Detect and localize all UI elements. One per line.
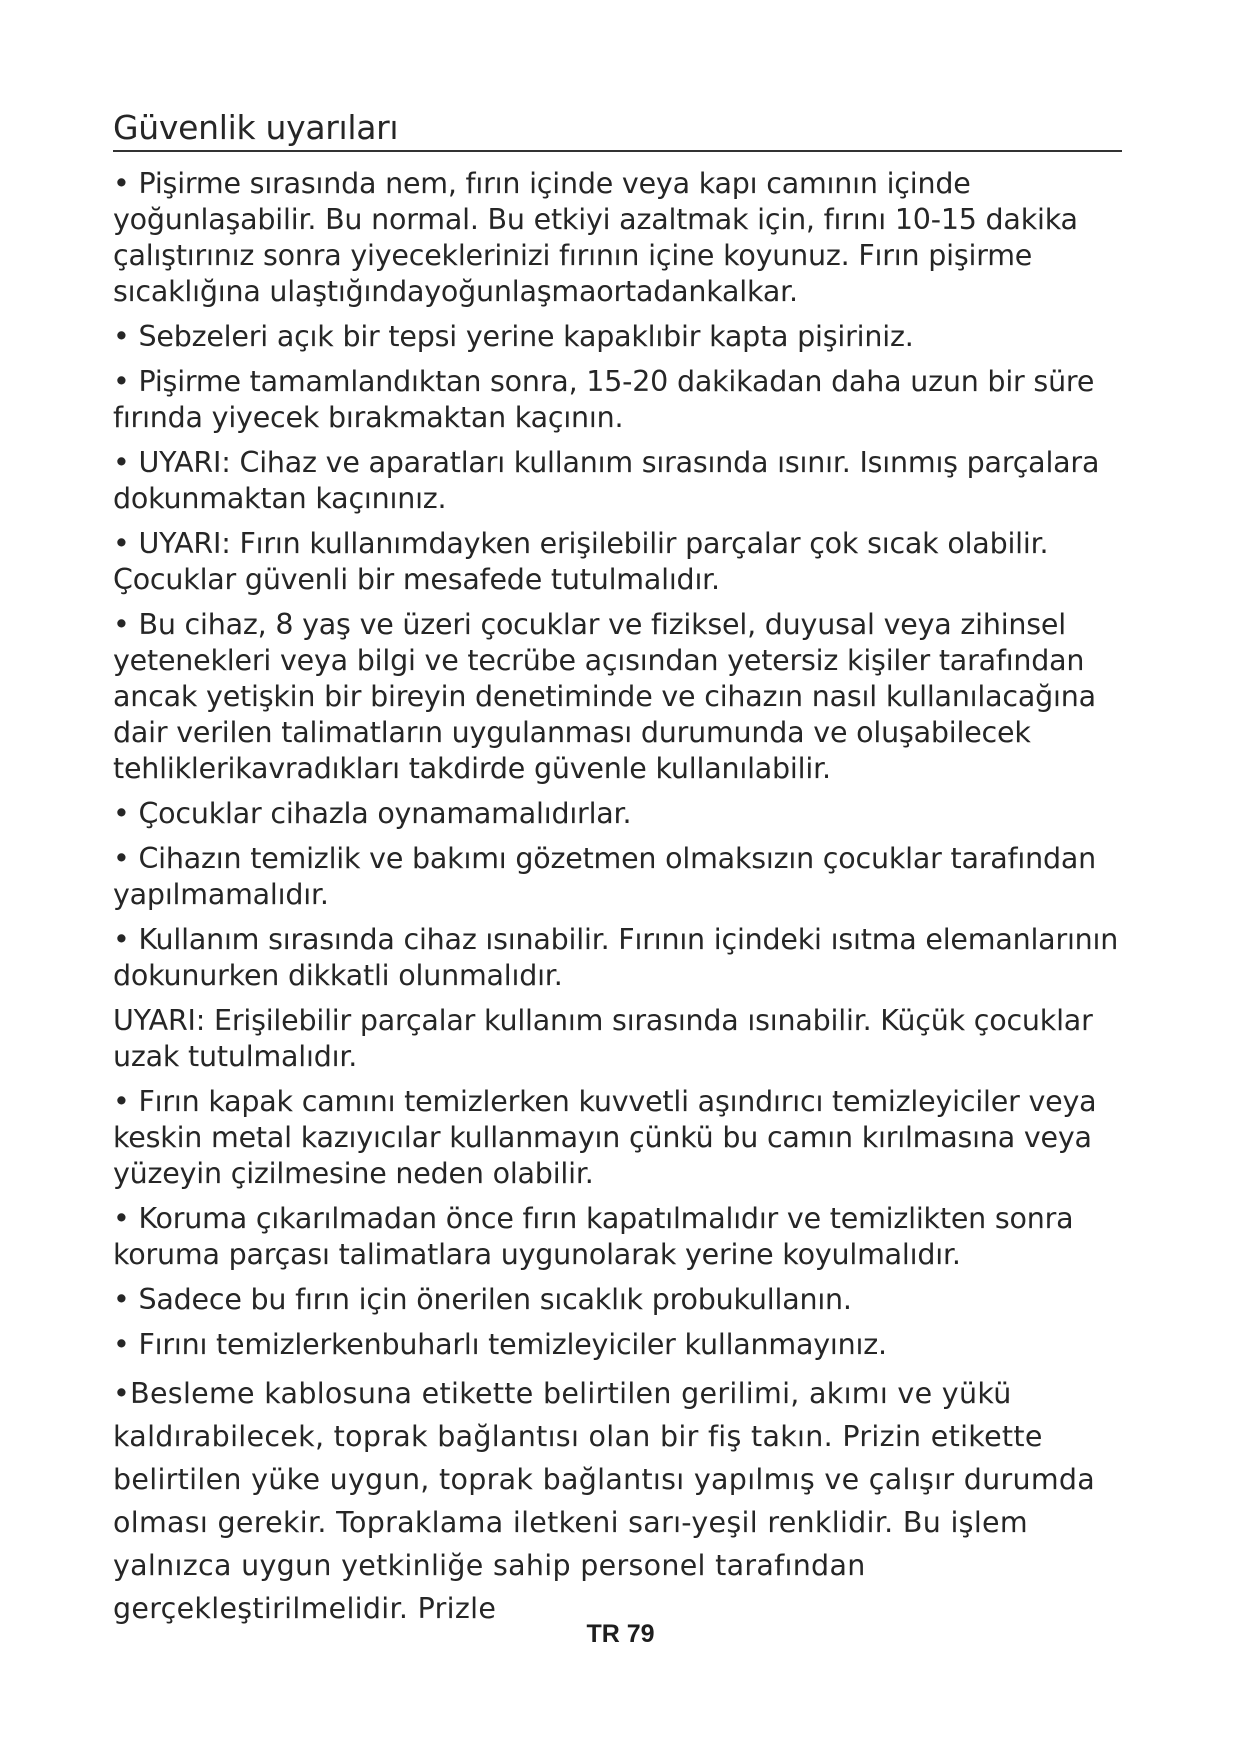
warning-paragraph: • Koruma çıkarılmadan önce fırın kapatılmalıdır ve temizlikten sonra koruma parçası talimatlara uygunolarak yerine koyulmalıdır.	[113, 1202, 1074, 1271]
warning-paragraph: • Pişirme tamamlandıktan sonra, 15-20 dakikadan daha uzun bir süre fırında yiyecek bırakmaktan kaçının.	[113, 365, 1095, 434]
warning-paragraph: • Sadece bu fırın için önerilen sıcaklık probukullanın.	[113, 1283, 852, 1316]
warning-paragraph: • Fırını temizlerkenbuharlı temizleyiciler kullanmayınız.	[113, 1328, 887, 1361]
warning-paragraph: • UYARI: Cihaz ve aparatları kullanım sırasında ısınır. Isınmış parçalara dokunmaktan kaçınınız.	[113, 446, 1100, 515]
document-page	[113, 108, 1133, 1639]
page-number: TR 79	[586, 1620, 655, 1648]
warning-paragraph: • Çocuklar cihazla oynamamalıdırlar.	[113, 797, 632, 830]
warning-paragraph: • Sebzeleri açık bir tepsi yerine kapaklıbir kapta pişiriniz.	[113, 320, 914, 353]
warning-paragraph: • UYARI: Fırın kullanımdayken erişilebilir parçalar çok sıcak olabilir. Çocuklar güvenli bir mesafede tutulmalıdır.	[113, 527, 1049, 596]
warning-list	[113, 166, 1133, 1630]
warning-paragraph: UYARI: Erişilebilir parçalar kullanım sırasında ısınabilir. Küçük çocuklar uzak tutulmalıdır.	[113, 1004, 1093, 1073]
warning-paragraph: • Fırın kapak camını temizlerken kuvvetli aşındırıcı temizleyiciler veya keskin metal kazıyıcılar kullanmayın çünkü bu camın kırılmasına veya yüzeyin çizilmesine neden olabilir.	[113, 1085, 1097, 1190]
section-heading: Güvenlik uyarıları	[113, 108, 1122, 152]
warning-paragraph: • Bu cihaz, 8 yaş ve üzeri çocuklar ve fiziksel, duyusal veya zihinsel yetenekleri veya bilgi ve tecrübe açısından yetersiz kişiler tarafından ancak yetişkin bir bireyin denetiminde ve cihazın nasıl kullanılacağına dair verilen talimatların uygulanması durumunda ve oluşabilecek tehliklerikavradıkları takdirde güvenle kullanılabilir.	[113, 608, 1096, 785]
warning-paragraph: • Cihazın temizlik ve bakımı gözetmen olmaksızın çocuklar tarafından yapılmamalıdır.	[113, 842, 1096, 911]
warning-paragraph: • Pişirme sırasında nem, fırın içinde veya kapı camının içinde yoğunlaşabilir. Bu normal. Bu etkiyi azaltmak için, fırını 10-15 dakika çalıştırınız sonra yiyeceklerinizi fırının içine koyunuz. Fırın pişirme sıcaklığına ulaştığındayoğunlaşmaortadankalkar.	[113, 167, 1078, 308]
warning-paragraph: • Kullanım sırasında cihaz ısınabilir. Fırının içindeki ısıtma elemanlarının dokunurken dikkatli olunmalıdır.	[113, 923, 1119, 992]
warning-paragraph: •Besleme kablosuna etikette belirtilen gerilimi, akımı ve yükü kaldırabilecek, toprak bağlantısı olan bir fiş takın. Prizin etikette belirtilen yüke uygun, toprak bağlantısı yapılmış ve çalışır durumda olması gerekir. Topraklama iletkeni sarı-yeşil renklidir. Bu işlem yalnızca uygun yetkinliğe sahip personel tarafından gerçekleştirilmelidir. Prizle	[113, 1377, 1096, 1625]
